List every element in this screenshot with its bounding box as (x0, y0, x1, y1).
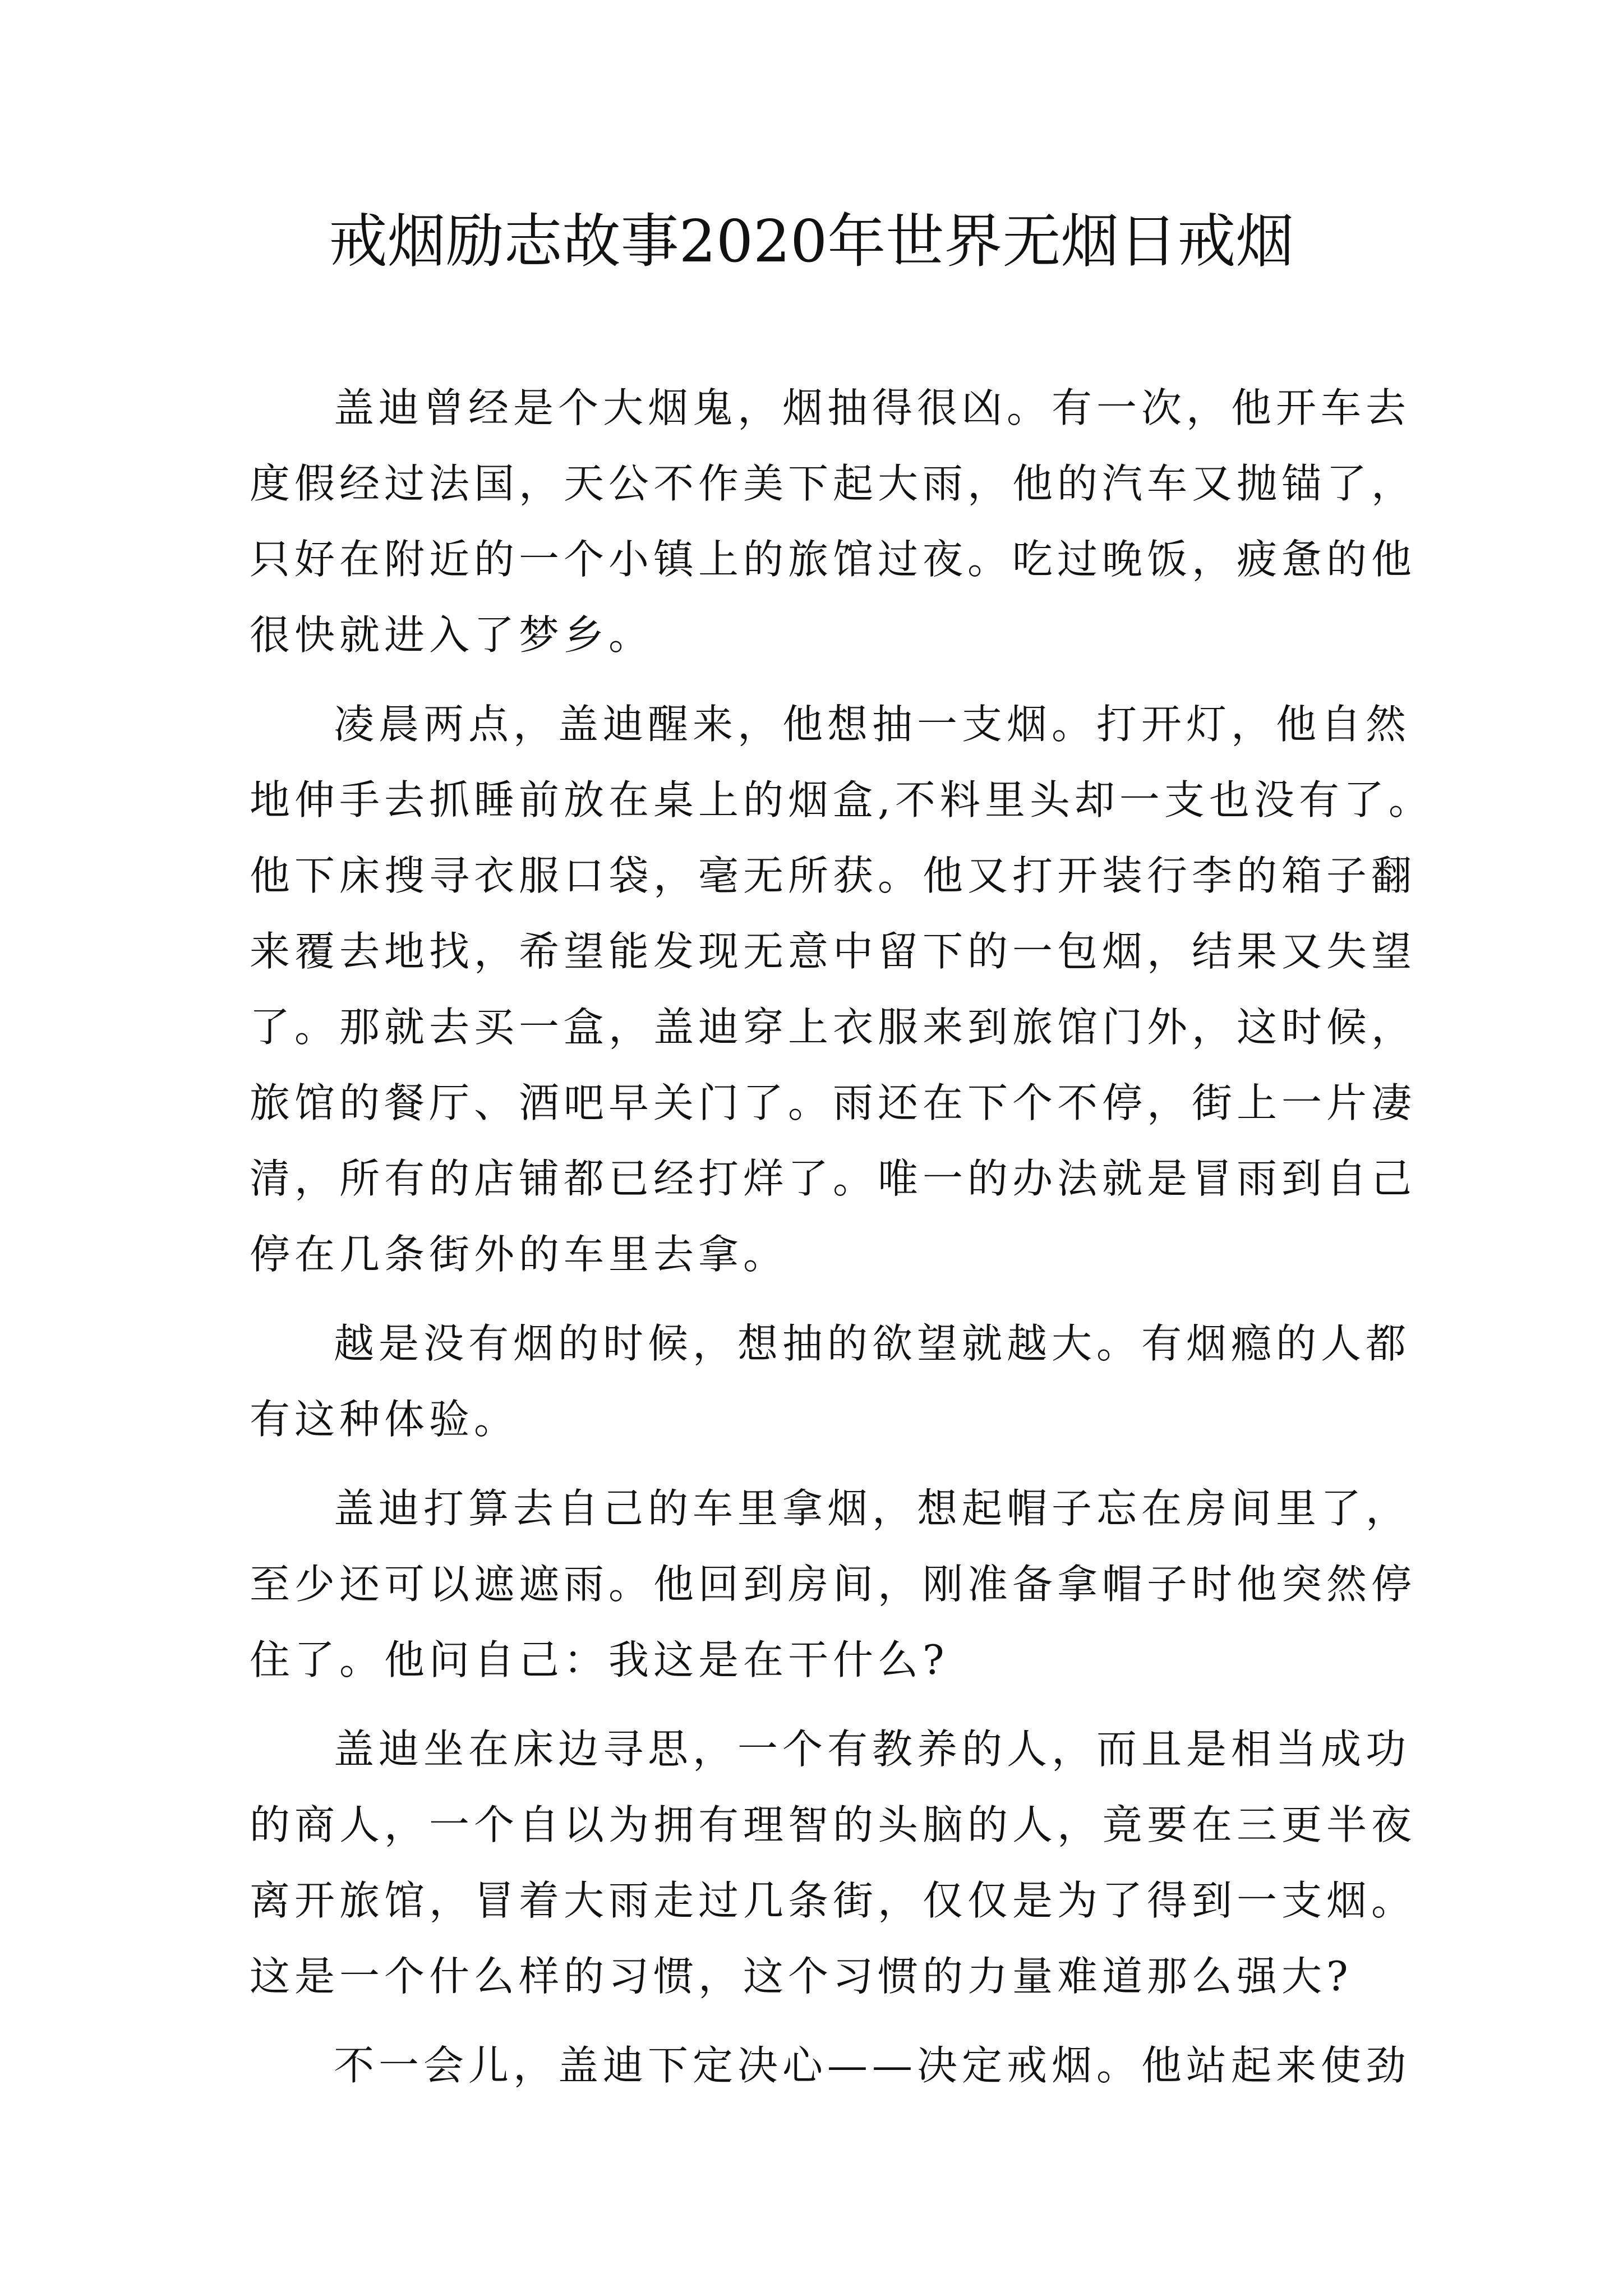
paragraph-line: 了。那就去买一盒，盖迪穿上衣服来到旅馆门外，这时候， (250, 1004, 1417, 1051)
paragraph-line: 盖迪曾经是个大烟鬼，烟抽得很凶。有一次，他开车去 (334, 384, 1411, 431)
paragraph-line: 凌晨两点，盖迪醒来，他想抽一支烟。打开灯，他自然 (334, 701, 1411, 748)
paragraph-6 (250, 2028, 1411, 2104)
paragraph-line: 不一会儿，盖迪下定决心——决定戒烟。他站起来使劲 (334, 2042, 1411, 2089)
paragraph-line: 他下床搜寻衣服口袋，毫无所获。他又打开装行李的箱子翻 (250, 852, 1417, 899)
paragraph-5 (250, 1711, 1417, 2014)
paragraph-line: 停在几条街外的车里去拿。 (250, 1231, 789, 1278)
paragraph-line: 清，所有的店铺都已经打烊了。唯一的办法就是冒雨到自己 (250, 1155, 1417, 1202)
paragraph-3 (250, 1306, 1411, 1457)
paragraph-line: 旅馆的餐厅、酒吧早关门了。雨还在下个不停，街上一片凄 (250, 1079, 1417, 1126)
paragraph-line: 盖迪坐在床边寻思，一个有教养的人，而且是相当成功 (334, 1726, 1411, 1773)
paragraph-line: 来覆去地找，希望能发现无意中留下的一包烟，结果又失望 (250, 928, 1417, 975)
paragraph-1 (250, 370, 1417, 673)
paragraph-line: 地伸手去抓睡前放在桌上的烟盒,不料里头却一支也没有了。 (250, 776, 1433, 823)
paragraph-line: 离开旅馆，冒着大雨走过几条街，仅仅是为了得到一支烟。 (250, 1877, 1417, 1924)
paragraph-line: 至少还可以遮遮雨。他回到房间，刚准备拿帽子时他突然停 (250, 1561, 1417, 1608)
paragraph-line: 很快就进入了梦乡。 (250, 611, 654, 659)
paragraph-2 (250, 687, 1433, 1292)
document-body (250, 370, 1433, 2117)
paragraph-4 (250, 1471, 1417, 1698)
document-title: 戒烟励志故事2020年世界无烟日戒烟 (329, 207, 1294, 275)
paragraph-line: 越是没有烟的时候，想抽的欲望就越大。有烟瘾的人都 (334, 1320, 1411, 1367)
paragraph-line: 只好在附近的一个小镇上的旅馆过夜。吃过晚饭，疲惫的他 (250, 536, 1417, 583)
paragraph-line: 有这种体验。 (250, 1396, 519, 1443)
paragraph-line: 住了。他问自己：我这是在干什么? (250, 1636, 949, 1683)
paragraph-line: 盖迪打算去自己的车里拿烟，想起帽子忘在房间里了， (334, 1485, 1411, 1532)
paragraph-line: 度假经过法国，天公不作美下起大雨，他的汽车又抛锚了， (250, 460, 1417, 507)
paragraph-line: 的商人，一个自以为拥有理智的头脑的人，竟要在三更半夜 (250, 1801, 1417, 1848)
paragraph-line: 这是一个什么样的习惯，这个习惯的力量难道那么强大? (250, 1953, 1353, 2000)
